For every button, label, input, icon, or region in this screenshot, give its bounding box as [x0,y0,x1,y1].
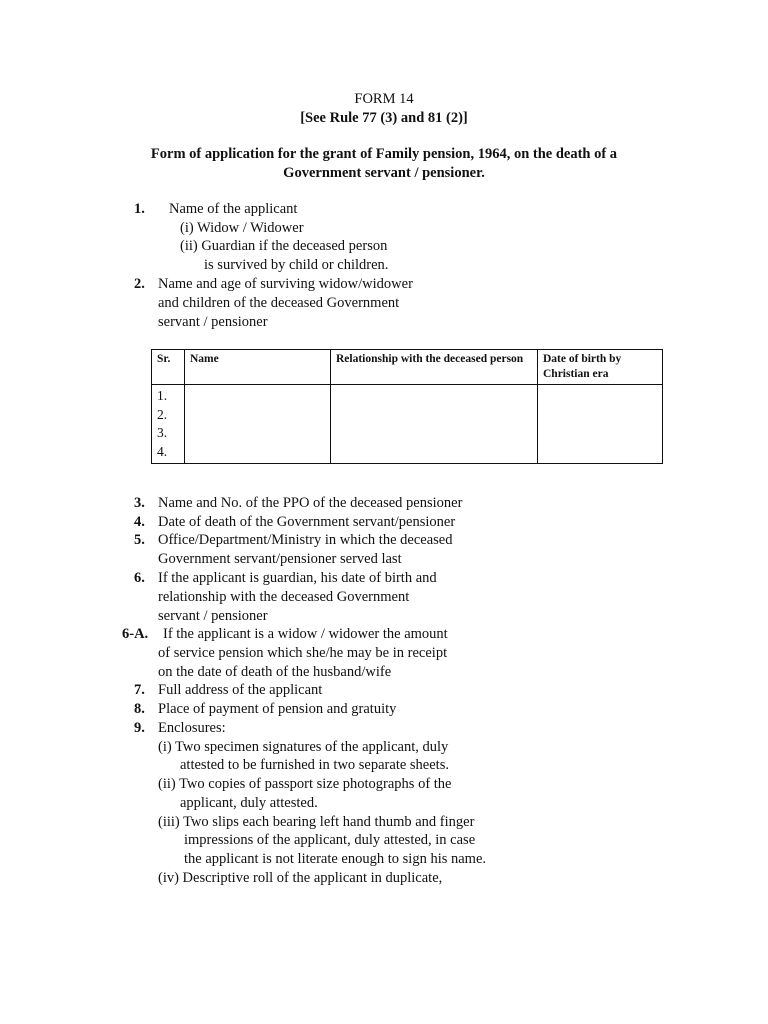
item6a-line1: If the applicant is a widow / widower the amount [163,626,448,642]
item3-text: Name and No. of the PPO of the deceased pensioner [158,495,463,511]
item6-line2: relationship with the deceased Government [158,589,410,605]
serial-2: 2. [157,406,168,422]
item4-number: 4. [134,514,145,530]
item3-number: 3. [134,495,145,511]
item1-sub-ii-line1: (ii) Guardian if the deceased person [180,238,388,254]
form-subject-line1: Form of application for the grant of Family pension, 1964, on the death of a [150,146,618,162]
table-header-row [152,350,663,385]
form-subject-line2: Government servant / pensioner. [283,165,485,181]
item6a-line3: on the date of death of the husband/wife [158,664,392,680]
serial-1: 1. [157,388,168,403]
item6-line1: If the applicant is guardian, his date of birth and [158,570,437,586]
item6a-line2: of service pension which she/he may be in receipt [158,645,448,661]
item8-text: Place of payment of pension and gratuity [158,701,397,717]
header-relationship: Relationship with the deceased person [331,350,538,385]
item8-number: 8. [134,701,145,717]
enclosure-iii-line3: the applicant is not literate enough to sign his name. [184,851,487,867]
item6-line3: servant / pensioner [158,608,268,624]
enclosure-ii-line1: (ii) Two copies of passport size photographs of the [158,776,452,792]
dependents-table [151,349,663,464]
item1-sub-ii-line2: is survived by child or children. [204,257,389,273]
item1-sub-i: (i) Widow / Widower [180,220,304,236]
item2-line3: servant / pensioner [158,314,268,330]
item1-number: 1. [134,201,145,217]
item1-label: Name of the applicant [169,201,298,217]
enclosure-i-line2: attested to be furnished in two separate sheets. [180,757,449,773]
name-cell[interactable] [185,385,331,464]
serial-3: 3. [157,425,168,440]
header-name: Name [185,350,331,385]
enclosure-iii-line2: impressions of the applicant, duly attested, in case [184,832,476,848]
header-sr: Sr. [152,350,185,385]
date-of-birth-cell[interactable] [538,385,663,464]
item6-number: 6. [134,570,145,586]
enclosure-ii-line2: applicant, duly attested. [180,795,318,811]
rule-reference: [See Rule 77 (3) and 81 (2)] [300,110,468,126]
enclosure-iii-line1: (iii) Two slips each bearing left hand thumb and finger [158,814,475,830]
table-row [152,385,663,464]
form-title: FORM 14 [354,91,414,107]
item2-line1: Name and age of surviving widow/widower [158,276,413,292]
header-date-of-birth: Date of birth by Christian era [538,350,663,385]
item7-number: 7. [134,682,145,698]
enclosure-iv-line1: (iv) Descriptive roll of the applicant in duplicate, [158,870,443,886]
item2-line2: and children of the deceased Government [158,295,400,311]
item5-line2: Government servant/pensioner served last [158,551,402,567]
item7-text: Full address of the applicant [158,682,323,698]
enclosure-i-line1: (i) Two specimen signatures of the applicant, duly [158,739,449,755]
item5-line1: Office/Department/Ministry in which the deceased [158,532,453,548]
item9-label: Enclosures: [158,720,226,736]
serial-4: 4. [157,443,168,459]
item6a-number: 6-A. [122,626,149,642]
item5-number: 5. [134,532,145,548]
item4-text: Date of death of the Government servant/pensioner [158,514,456,530]
item2-number: 2. [134,276,145,292]
serial-cell [152,385,185,464]
relationship-cell[interactable] [331,385,538,464]
item9-number: 9. [134,720,145,736]
